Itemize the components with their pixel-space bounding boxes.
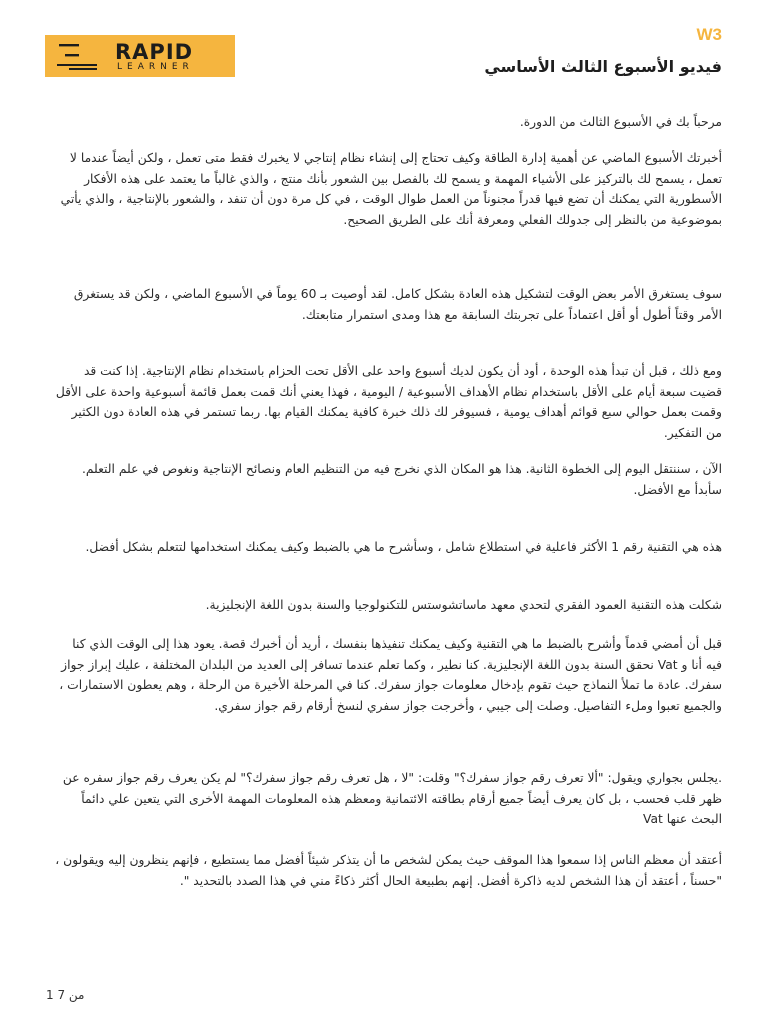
- paragraph-technique-one: هذه هي التقنية رقم 1 الأكثر فاعلية في استطلاع شامل ، وسأشرح ما هي بالضبط وكيف يمكنك استخدامها لتتعلم بشكل أفضل.: [85, 540, 722, 554]
- paragraph-better-memory: أعتقد أن معظم الناس إذا سمعوا هذا الموقف حيث يمكن لشخص ما أن يتذكر شيئاً أفضل مما يستطيع ، فإنهم ينظرون إليه ويقولون ، "حسناً ، أعتقد أن هذا الشخص لديه ذاكرة أفضل. إنهم بطبيعة الحال أكثر ذكاءً مني في هذا الصدد بالتحديد ".: [55, 853, 722, 888]
- paragraph-mit-challenge: شكلت هذه التقنية العمود الفقري لتحدي معهد ماساتشوستس للتكنولوجيا والسنة بدون اللغة الإنجليزية.: [205, 598, 722, 612]
- paragraph-one-week: ومع ذلك ، قبل أن تبدأ هذه الوحدة ، أود أن يكون لديك أسبوع واحد على الأقل تحت الحزام باستخدام نظام الإنتاجية. إذا كنت قد قضيت سبعة أيام على الأقل باستخدام نظام الأهداف الأسبوعية / اليومية ، فهذا يعني أنك قمت بعمل قائمة أسبوعية واحدة على الأقل وقمت بعمل حوالي سبع قوائم أهداف يومية ، فسيوفر لك ذلك خبرة كافية يمكنك القيام بها. ربما تستمر في هذه العادة دون الكثير من التفكير.: [55, 364, 722, 440]
- paragraph-welcome: مرحباً بك في الأسبوع الثالث من الدورة.: [519, 115, 722, 129]
- paragraph-step-two: الآن ، سننتقل اليوم إلى الخطوة الثانية. هذا هو المكان الذي نخرج فيه من التنظيم العام ونصائح الإنتاجية ونغوص في علم التعلم. سأبدأ مع الأفضل.: [81, 462, 722, 497]
- paragraph-energy-management: أخبرتك الأسبوع الماضي عن أهمية إدارة الطاقة وكيف تحتاج إلى إنشاء نظام إنتاجي لا يخبرك فقط متى تعمل ، ولكن أيضاً عندما لا تعمل ، يسمح لك بالتركيز على الأشياء المهمة و يسمح لك بالفصل بين الشعور بأنك منتج ، والذي غالباً ما يعتمد على هذه الأفكار الأسطورية التي يمكنك أن تضع فيها قدراً مجنوناً من العمل طوال الوقت ، في كل مرة دون أن تنفد ، والشعور بالإنتاجية ، والذي يأتي بموضوعية من بالنظر إلى جدولك الفعلي ومعرفة أنك على الطريق الصحيح.: [60, 151, 722, 227]
- week-badge: W3: [696, 25, 722, 44]
- rapid-learner-logo: [45, 35, 235, 77]
- page-title: فيديو الأسبوع الثالث الأساسي: [484, 57, 722, 76]
- page-number: 1 من 7: [46, 988, 85, 1002]
- paragraph-passport-number: .يجلس بجواري ويقول: "ألا تعرف رقم جواز سفرك؟" وقلت: "لا ، هل تعرف رقم جواز سفرك؟" لم يكن يعرف رقم جواز سفره عن ظهر قلب فحسب ، بل كان يعرف أيضاً جميع أرقام بطاقته الائتمانية ومعظم هذه المعلومات المهمة الأخرى التي يتعين علي دائماً البحث عنها Vat: [62, 771, 722, 826]
- logo-subtitle: LEARNER: [117, 62, 194, 72]
- paragraph-passport-story: قبل أن أمضي قدماً وأشرح بالضبط ما هي التقنية وكيف يمكنك تنفيذها بنفسك ، أريد أن أخبرك قصة. يعود هذا إلى الوقت الذي كنا فيه أنا و Vat نحقق السنة بدون اللغة الإنجليزية. كنا نطير ، وكما تعلم عندما تسافر إلى العديد من البلدان المختلفة ، عليك إبراز جواز سفرك. عادة ما تملأ النماذج حيث تقوم بإدخال معلومات جواز سفرك. كنا في المرحلة الأخيرة من الرحلة ، وهم يعطون الاستمارات ، والجميع تعبوا وملء التفاصيل. وصلت إلى جيبي ، وأخرجت جواز سفري لنسخ أرقام رقم جواز سفري.: [59, 637, 722, 713]
- paragraph-habit-time: سوف يستغرق الأمر بعض الوقت لتشكيل هذه العادة بشكل كامل. لقد أوصيت بـ 60 يوماً في الأسبوع الماضي ، ولكن قد يستغرق الأمر وقتاً أطول أو أقل اعتماداً على تجربتك السابقة مع هذا ومدى استمرار متابعتك.: [73, 287, 722, 322]
- logo-wordmark: RAPID: [115, 40, 194, 64]
- logo-mark-icon: [55, 35, 107, 77]
